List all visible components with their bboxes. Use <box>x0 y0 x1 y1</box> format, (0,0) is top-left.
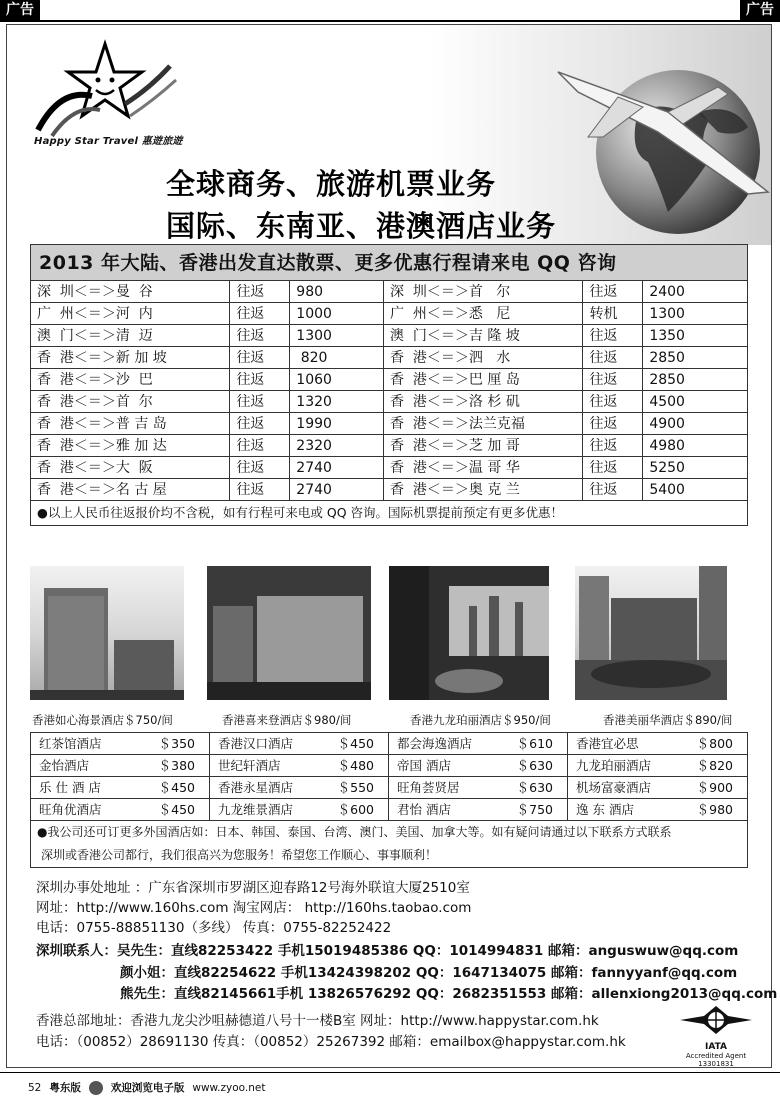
flight-trip-type: 往返 <box>583 369 643 390</box>
flight-route: 香 港＜＝＞巴 厘 岛 <box>384 369 583 390</box>
ad-label-left: 广告 <box>0 0 40 20</box>
flight-route: 广 州＜＝＞河 内 <box>31 303 230 324</box>
hotel-name: 旺角荟贤居 <box>397 780 460 795</box>
hotel-price: ＄350 <box>158 736 195 751</box>
flight-route: 香 港＜＝＞雅 加 达 <box>31 435 230 456</box>
hotel-price: ＄800 <box>696 736 733 751</box>
flight-row <box>31 303 747 325</box>
hotel-price: ＄900 <box>696 780 733 795</box>
flight-route: 香 港＜＝＞泗 水 <box>384 347 583 368</box>
flight-row <box>31 479 747 501</box>
headline-line2: 国际、东南亚、港澳酒店业务 <box>166 209 557 243</box>
hk-address: 香港总部地址：香港九龙尖沙咀赫德道八号十一楼B室 网址：http://www.happystar.com.hk <box>36 1013 599 1029</box>
hotel-name: 香港永星酒店 <box>218 780 294 795</box>
footer-text: 欢迎浏览电子版 <box>110 1082 185 1094</box>
headline-line1: 全球商务、旅游机票业务 <box>166 167 497 201</box>
flight-trip-type: 往返 <box>230 435 290 456</box>
edition-badge-icon <box>89 1081 103 1095</box>
hotel-cell <box>389 733 568 754</box>
flight-route: 深 圳＜＝＞曼 谷 <box>31 281 230 302</box>
hotel-name: 香港汉口酒店 <box>218 736 294 751</box>
flight-row <box>31 347 747 369</box>
flight-row <box>31 413 747 435</box>
page-footer <box>28 1080 265 1095</box>
flight-price: 980 <box>290 281 384 302</box>
iata-name: IATA <box>704 1042 728 1052</box>
flight-price: 2740 <box>290 479 384 500</box>
flight-price: 4500 <box>649 394 685 410</box>
hotel-name: 九龙珀丽酒店 <box>576 758 652 773</box>
flight-price: 1320 <box>290 391 384 412</box>
flight-price: 4900 <box>649 416 685 432</box>
flight-row <box>31 435 747 457</box>
hotel-price-table <box>30 732 748 868</box>
edition-label: 粤东版 <box>49 1082 81 1094</box>
flight-trip-type: 往返 <box>230 413 290 434</box>
hotel-cell <box>31 733 210 754</box>
flight-trip-type: 往返 <box>583 479 643 500</box>
flight-table-title: 2013 年大陆、香港出发直达散票、更多优惠行程请来电 QQ 咨询 <box>31 245 747 281</box>
hotel-cell <box>568 777 747 798</box>
flight-price: 2740 <box>290 457 384 478</box>
flight-route: 香 港＜＝＞沙 巴 <box>31 369 230 390</box>
hotel-name: 帝国 酒店 <box>397 758 451 773</box>
hotel-name: 香港宜必思 <box>576 736 639 751</box>
hotel-price: ＄550 <box>337 780 374 795</box>
contact-person-1: 深圳联系人：吴先生：直线82253422 手机15019485386 QQ：1014994831 邮箱：anguswuw@qq.com <box>36 943 739 959</box>
flight-route: 澳 门＜＝＞清 迈 <box>31 325 230 346</box>
shenzhen-phone: 电话：0755-88851130（多线） 传真：0755-82252422 <box>36 920 392 936</box>
flight-trip-type: 往返 <box>583 391 643 412</box>
hotel-caption: 香港美丽华酒店＄890/间 <box>603 713 733 727</box>
hotel-name: 逸 东 酒店 <box>576 802 634 817</box>
flight-route: 香 港＜＝＞首 尔 <box>31 391 230 412</box>
brand-text: Happy Star Travel 惠遊旅遊 <box>34 136 183 147</box>
flight-route: 香 港＜＝＞普 吉 岛 <box>31 413 230 434</box>
flight-row <box>31 457 747 479</box>
hotel-name: 红茶馆酒店 <box>39 736 102 751</box>
hotel-name: 都会海逸酒店 <box>397 736 473 751</box>
hotel-row <box>31 733 747 755</box>
flight-trip-type: 往返 <box>583 435 643 456</box>
iata-globe-icon <box>676 1004 756 1038</box>
hotel-cell <box>210 755 389 776</box>
shenzhen-contact <box>36 878 471 938</box>
flight-row <box>31 325 747 347</box>
flight-route: 澳 门＜＝＞吉 隆 坡 <box>384 325 583 346</box>
flight-price: 2850 <box>649 372 685 388</box>
hotel-row <box>31 777 747 799</box>
hotel-cell <box>31 799 210 820</box>
shenzhen-web: 网址：http://www.160hs.com 淘宝网店： http://160hs.taobao.com <box>36 900 472 916</box>
flight-row <box>31 281 747 303</box>
hotel-name: 九龙维景酒店 <box>218 802 294 817</box>
hotel-price: ＄380 <box>158 758 195 773</box>
flight-note: ●以上人民币往返报价均不含税，如有行程可来电或 QQ 咨询。国际机票提前预定有更多优惠！ <box>37 505 564 520</box>
flight-price: 2320 <box>290 435 384 456</box>
hotel-cell <box>389 755 568 776</box>
flight-price: 1000 <box>290 303 384 324</box>
flight-price: 820 <box>290 347 384 368</box>
hotel-price: ＄980 <box>696 802 733 817</box>
ad-label-right: 广告 <box>740 0 780 20</box>
hotel-price: ＄600 <box>337 802 374 817</box>
flight-trip-type: 往返 <box>583 457 643 478</box>
flight-trip-type: 往返 <box>583 347 643 368</box>
flight-trip-type: 往返 <box>230 391 290 412</box>
flight-price: 1300 <box>649 306 685 322</box>
globe-airplane-icon <box>548 42 778 242</box>
flight-price: 1060 <box>290 369 384 390</box>
bottom-rule <box>0 1072 780 1073</box>
hotel-price: ＄750 <box>516 802 553 817</box>
hotel-photo-mira <box>575 566 727 700</box>
hotel-cell <box>568 799 747 820</box>
flight-route: 香 港＜＝＞新 加 坡 <box>31 347 230 368</box>
flight-price: 2400 <box>649 284 685 300</box>
hotel-note-1: ●我公司还可订更多外国酒店如：日本、韩国、泰国、台湾、澳门、美国、加拿大等。如有疑问请通过以下联系方式联系 <box>37 825 672 839</box>
footer-url[interactable]: www.zyoo.net <box>192 1081 266 1094</box>
shenzhen-address: 深圳办事处地址 ：广东省深圳市罗湖区迎春路12号海外联谊大厦2510室 <box>36 880 470 896</box>
flight-row <box>31 391 747 413</box>
hotel-cell <box>568 755 747 776</box>
hotel-photo-harbour-grand <box>30 566 184 700</box>
flight-price: 5250 <box>649 460 685 476</box>
hk-phone: 电话：（00852）28691130 传真：（00852）25267392 邮箱：emailbox@happystar.com.hk <box>36 1034 626 1050</box>
hotel-cell <box>389 799 568 820</box>
flight-route: 广 州＜＝＞悉 尼 <box>384 303 583 324</box>
iata-badge <box>676 1004 756 1066</box>
hotel-cell <box>568 733 747 754</box>
hotel-name: 旺角优酒店 <box>39 802 102 817</box>
flight-trip-type: 往返 <box>230 369 290 390</box>
flight-route: 香 港＜＝＞大 阪 <box>31 457 230 478</box>
hotel-price: ＄630 <box>516 780 553 795</box>
contact-person-3: 熊先生：直线82145661手机 13826576292 QQ：2682351553 邮箱：allenxiong2013@qq.com <box>120 986 778 1002</box>
flight-price: 1300 <box>290 325 384 346</box>
flight-row <box>31 369 747 391</box>
flight-trip-type: 转机 <box>583 303 643 324</box>
hotel-price: ＄480 <box>337 758 374 773</box>
flight-route: 香 港＜＝＞名 古 屋 <box>31 479 230 500</box>
flight-trip-type: 往返 <box>583 281 643 302</box>
flight-route: 深 圳＜＝＞首 尔 <box>384 281 583 302</box>
flight-trip-type: 往返 <box>230 457 290 478</box>
flight-trip-type: 往返 <box>230 281 290 302</box>
hotel-cell <box>31 755 210 776</box>
hotel-row <box>31 799 747 821</box>
iata-sub: Accredited Agent <box>685 1052 747 1060</box>
hotel-name: 君怡 酒店 <box>397 802 451 817</box>
hotel-cell <box>210 777 389 798</box>
hotel-caption: 香港如心海景酒店＄750/间 <box>32 713 173 727</box>
flight-price: 1990 <box>290 413 384 434</box>
hotel-row <box>31 755 747 777</box>
flight-price: 5400 <box>649 482 685 498</box>
flight-trip-type: 往返 <box>230 303 290 324</box>
hotel-name: 世纪轩酒店 <box>218 758 281 773</box>
hotel-cell <box>389 777 568 798</box>
flight-route: 香 港＜＝＞法兰克福 <box>384 413 583 434</box>
hotel-photo-sheraton <box>207 566 371 700</box>
iata-number: 13301831 <box>698 1060 734 1068</box>
hotel-cell <box>210 733 389 754</box>
flight-trip-type: 往返 <box>230 325 290 346</box>
flight-route: 香 港＜＝＞奥 克 兰 <box>384 479 583 500</box>
contact-person-2: 颜小姐：直线82254622 手机13424398202 QQ：1647134075 邮箱：fannyyanf@qq.com <box>120 965 738 981</box>
hk-contact <box>36 1011 626 1053</box>
flight-trip-type: 往返 <box>230 479 290 500</box>
flight-price-table <box>30 244 748 526</box>
hotel-price: ＄820 <box>696 758 733 773</box>
hotel-price: ＄450 <box>337 736 374 751</box>
top-rule <box>0 20 780 22</box>
hotel-name: 机场富豪酒店 <box>576 780 652 795</box>
flight-price: 2850 <box>649 350 685 366</box>
flight-route: 香 港＜＝＞洛 杉 矶 <box>384 391 583 412</box>
hotel-cell <box>31 777 210 798</box>
flight-route: 香 港＜＝＞温 哥 华 <box>384 457 583 478</box>
hotel-cell <box>210 799 389 820</box>
flight-price: 1350 <box>649 328 685 344</box>
hotel-photo-kowloon-harbour <box>389 566 549 700</box>
hotel-price: ＄450 <box>158 802 195 817</box>
hotel-price: ＄610 <box>516 736 553 751</box>
hotel-caption: 香港九龙珀丽酒店＄950/间 <box>410 713 551 727</box>
flight-trip-type: 往返 <box>583 413 643 434</box>
flight-trip-type: 往返 <box>583 325 643 346</box>
hotel-name: 乐 仕 酒 店 <box>39 780 101 795</box>
hotel-name: 金怡酒店 <box>39 758 90 773</box>
hotel-note-2: 深圳或香港公司都行，我们很高兴为您服务！希望您工作顺心、事事顺利！ <box>41 848 438 862</box>
hotel-price: ＄450 <box>158 780 195 795</box>
flight-trip-type: 往返 <box>230 347 290 368</box>
page-number: 52 <box>28 1081 42 1094</box>
flight-route: 香 港＜＝＞芝 加 哥 <box>384 435 583 456</box>
hotel-price: ＄630 <box>516 758 553 773</box>
flight-price: 4980 <box>649 438 685 454</box>
hotel-caption: 香港喜来登酒店＄980/间 <box>222 713 352 727</box>
